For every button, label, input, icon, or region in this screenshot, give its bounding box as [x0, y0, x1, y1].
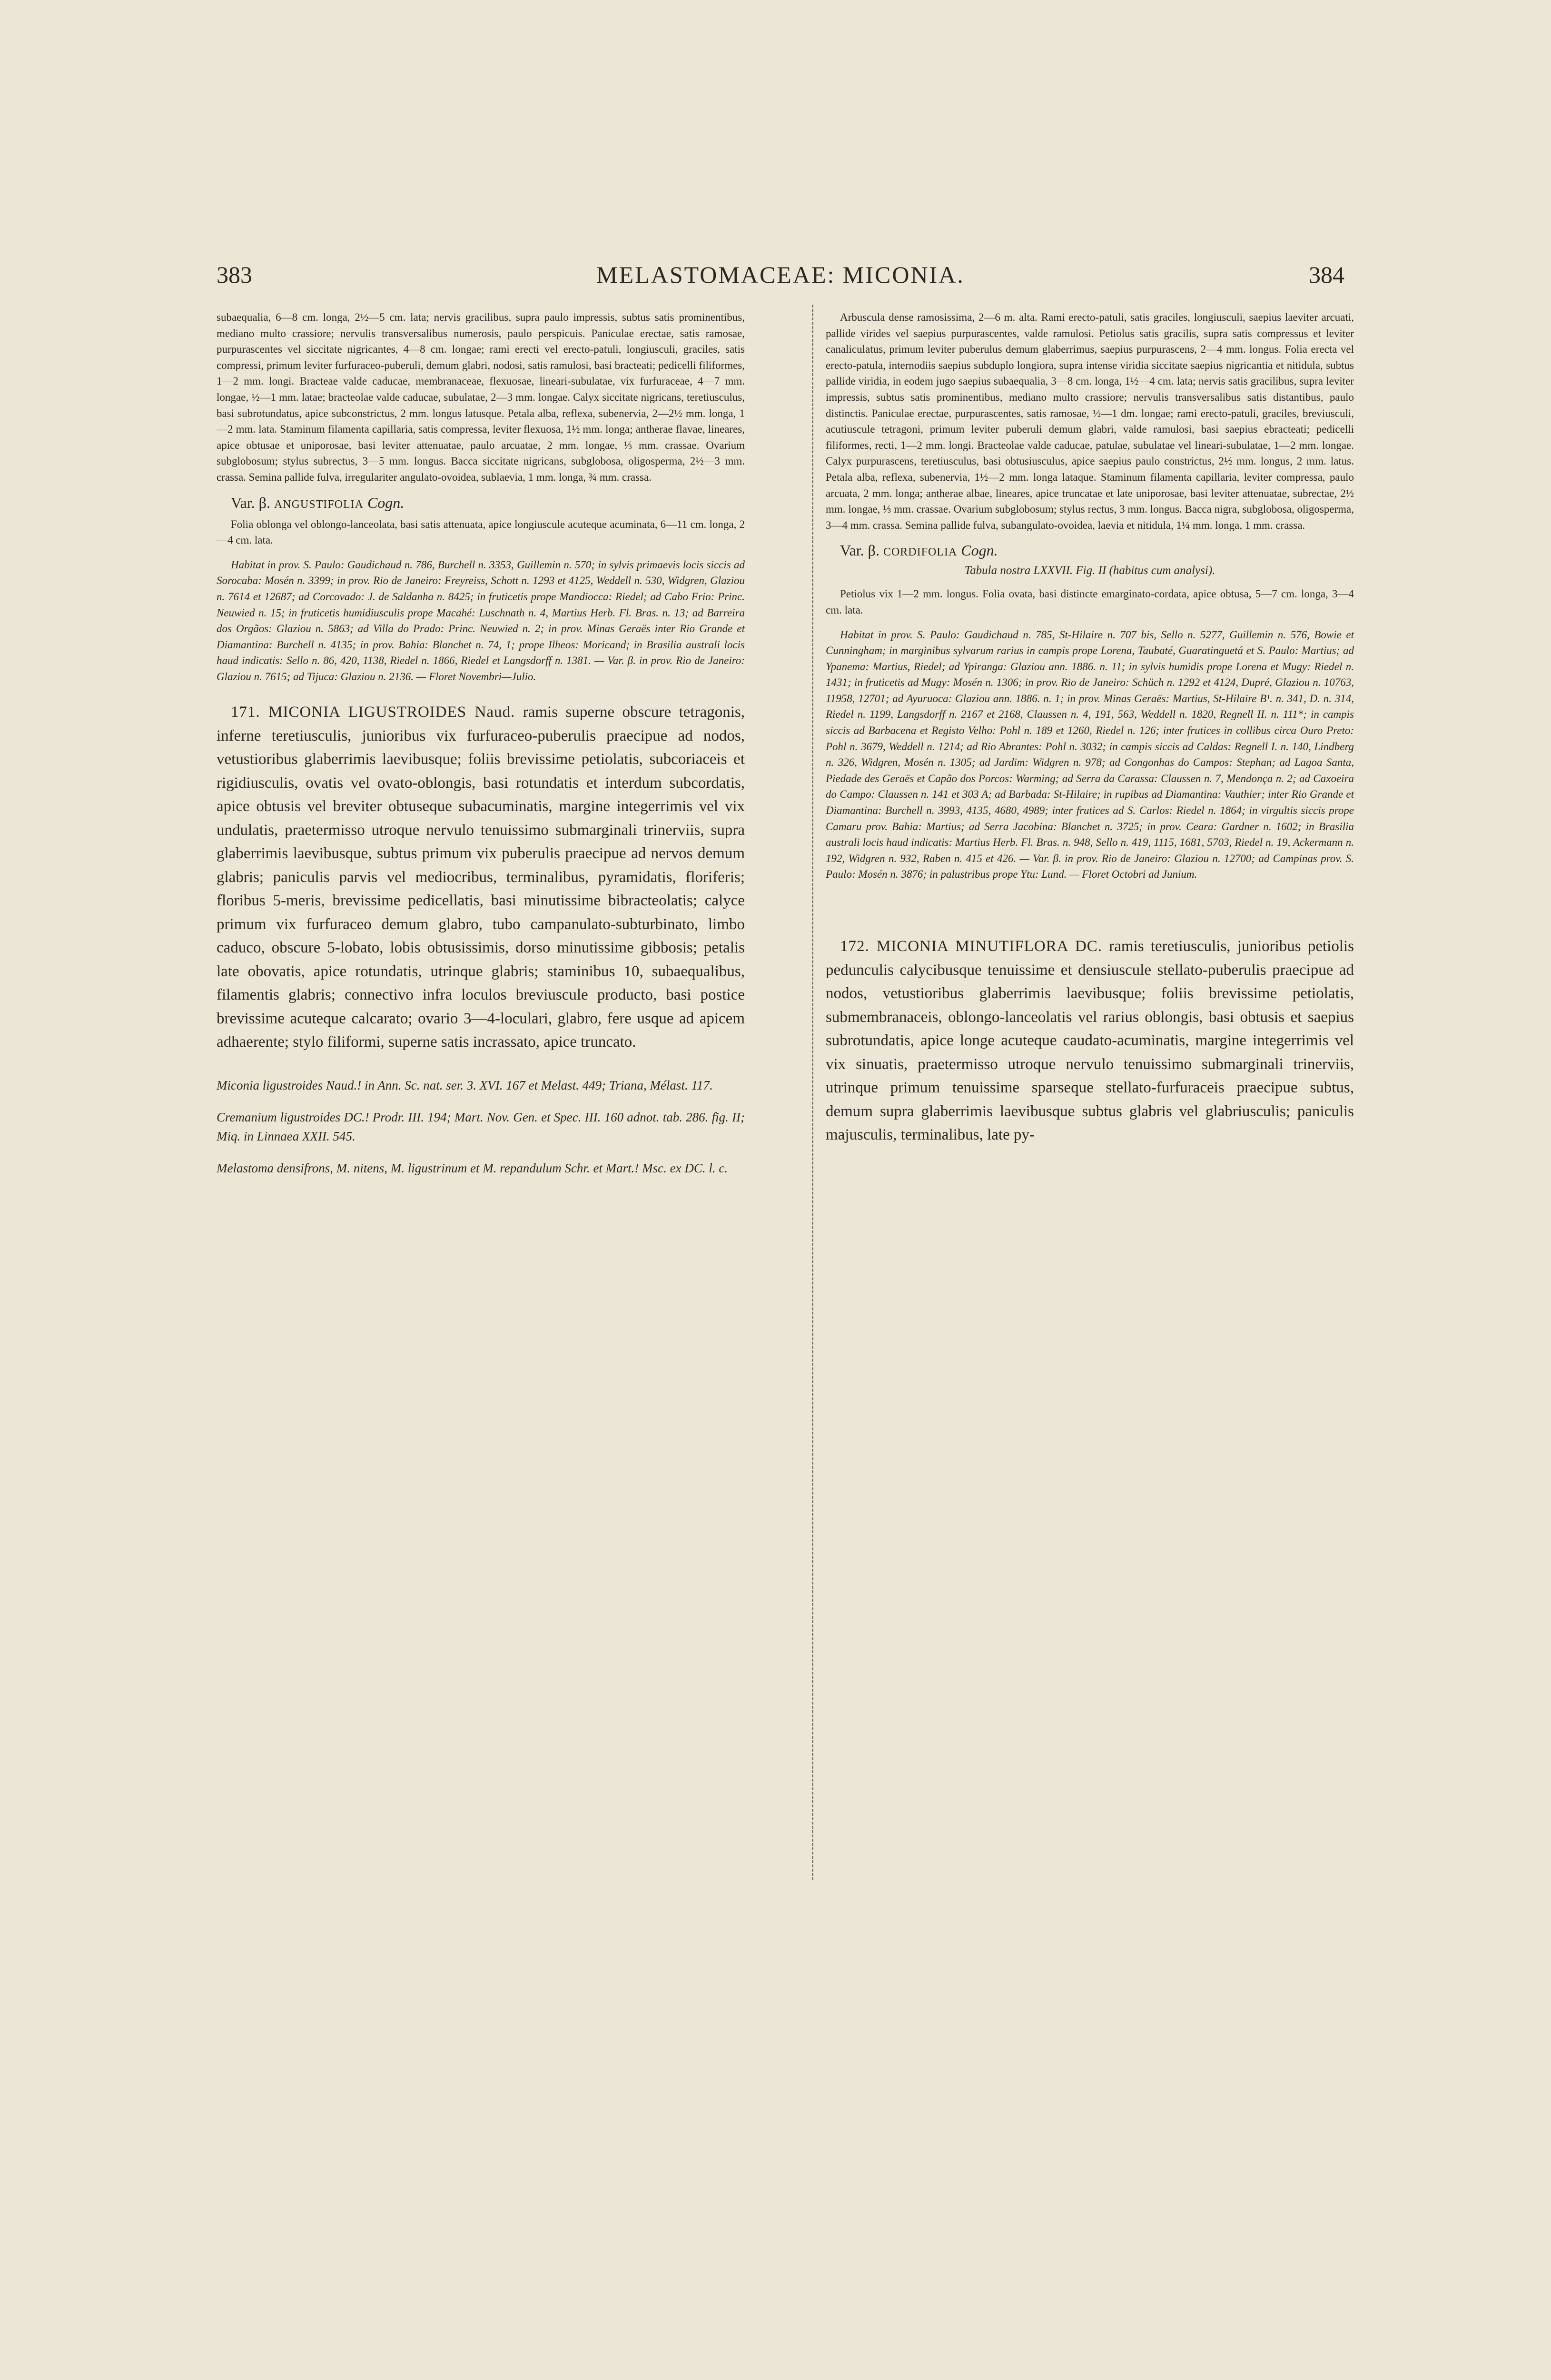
habitat-right: Habitat in prov. S. Paulo: Gaudichaud n. 785, St-Hilaire n. 707 bis, Sello n. 5277, Guillemin n. 576, Bowie et Cunningham; in marginibus sylvarum rarius in campis prope Lorena, Taubaté, Guaratinguetá et S. Paulo: Martius; ad Ypanema: Martius, Riedel; ad Ypiranga: Glaziou ann. 1886. n. 11; in sylvis humidis prope Lorena et Mugy: Riedel n. 1431; in fruticetis ad Mugy: Mosén n. 1306; in prov. Rio de Janeiro: Schüch n. 1292 et 4124, Dupré, Glaziou n. 10763, 11958, 12701; ad Ayuruoca: Glaziou ann. 1886. n. 1; in prov. Minas Geraës: Martius, St-Hilaire B¹. n. 341, D. n. 314, Riedel n. 1199, Langsdorff n. 2167 et 2168, Claussen n. 4, 191, 563, Weddell n. 1820, Regnell II. n. 111*; in campis siccis ad Barbacena et Registo Velho: Pohl n. 189 et 1260, Riedel n. 126; inter frutices in collibus circa Ouro Preto: Pohl n. 3679, Weddell n. 1214; ad Rio Abrantes: Pohl n. 3032; in campis siccis ad Caldas: Regnell I. n. 140, Lindberg n. 326, Widgren, Mosén n. 1305; ad Jardim: Widgren n. 978; ad Congonhas do Campos: Stephan; ad Lagoa Santa, Piedade des Geraës et Capão dos Porcos: Warming; ad Serra da Carassa: Claussen n. 7, Mendonça n. 2; ad Caxoeira do Campo: Claussen n. 141 et 303 A; ad Barbada: St-Hilaire; in rupibus ad Diamantina: Vauthier; inter Rio Grande et Diamantina: Burchell n. 3993, 4135, 4680, 4989; inter frutices ad S. Carlos: Riedel n. 1864; in virgultis siccis prope Camaru prov. Bahia: Martius; ad Serra Jacobina: Blanchet n. 3725; in prov. Ceara: Gardner n. 1602; in Brasilia australi locis haud indicatis: Martius Herb. Fl. Bras. n. 948, Sello n. 419, 1115, 1681, 5703, Riedel n. 19, Ackermann n. 192, Widgren n. 932, Raben n. 415 et 426. — Var. β. in prov. Rio de Janeiro: Glaziou n. 12700; ad Campinas prov. S. Paulo: Mosén n. 3876; in palustribus prope Ytu: Lund. — Floret Octobri ad Junium. — [826, 628, 1354, 881]
reference-3: Melastoma densifrons, M. nitens, M. ligustrinum et M. repandulum Schr. et Mart.! Msc. ex DC. l. c. — [217, 1160, 728, 1175]
running-title: MELASTOMACEAE: MICONIA. — [596, 261, 965, 288]
species-172-description: ramis teretiusculis, junioribus petiolis pedunculis calycibusque tenuissime et densiuscule stellato-puberulis praecipue ad nodos, vetustioribus glaberrimis laevibusque; foliis brevissime petiolatis, submembranaceis, oblongo-lanceolatis vel rarius oblongis, basi obtusis et saepius subrotundatis, apice longe acuteque caudato-acuminatis, margine integerrimis vel vix sinuatis, praetermisso utroque nervulo tenuissimo submarginali trinerviis, utrinque primum tenuissime sparseque stellato-furfuraceis praecipue subtus, demum supra glaberrimis laevibusque subtus glabris vel glabriusculis; paniculis majusculis, terminalibus, late py- — [826, 938, 1354, 1143]
variety-name: CORDIFOLIA — [883, 546, 958, 559]
reference-1: Miconia ligustroides Naud.! in Ann. Sc. nat. ser. 3. XVI. 167 et Melast. 449; Triana, Mélast. 117. — [217, 1078, 713, 1092]
right-column — [826, 309, 1354, 1147]
variety-heading-left — [231, 494, 745, 512]
variety-heading-right — [840, 542, 1354, 559]
species-171-description: ramis superne obscure tetragonis, inferne teretiusculis, junioribus vix furfuraceo-puberulis praecipue ad nodos, vetustioribus glaberrimis laevibusque; foliis brevissime petiolatis, subcoriaceis et rigidiusculis, ovatis vel ovato-oblongis, basi rotundatis et interdum subcordatis, apice obtusis vel breviter obtuseque subacuminatis, margine integerrimis vel vix undulatis, praetermisso utroque nervulo tenuissimo submarginali trinerviis, supra glaberrimis laevibusque, subtus primum vix puberulis praecipue ad nervos demum glabris; paniculis parvis vel mediocribus, terminalibus, pyramidatis, floriferis; floribus 5-meris, brevissime pedicellatis, basi minutissime bibracteolatis; calyce primum vix furfuraceo demum glabro, tubo campanulato-subturbinato, limbo caduco, obscure 5-lobato, lobis obtusissimis, dorso minutissime gibbosis; petalis late obovatis, apice rotundatis, utrinque glabris; staminibus 10, subaequalibus, filamentis glabris; connectivo infra loculos breviuscule producto, basi postice brevissime acuteque calcarato; ovario 3—4-loculari, glabro, fere usque ad apicem adhaerente; stylo filiformi, superne satis incrassato, apice truncato. — [217, 704, 745, 1051]
variety-description-left: Folia oblonga vel oblongo-lanceolata, basi satis attenuata, apice longiuscule acuteque acuminata, 6—11 cm. longa, 2—4 cm. lata. — [217, 518, 745, 546]
variety-author: Cogn. — [367, 494, 405, 511]
plate-reference: Tabula nostra LXXVII. Fig. II (habitus cum analysi). — [964, 564, 1215, 577]
species-171 — [217, 701, 745, 1054]
variety-description-right: Petiolus vix 1—2 mm. longus. Folia ovata, basi distincte emarginato-cordata, apice obtusa, 5—7 cm. longa, 3—4 cm. lata. — [826, 588, 1354, 616]
column-divider — [812, 305, 813, 1880]
habitat-left: Habitat in prov. S. Paulo: Gaudichaud n. 786, Burchell n. 3353, Guillemin n. 570; in sylvis primaevis locis siccis ad Sorocaba: Mosén n. 3399; in prov. Rio de Janeiro: Freyreiss, Schott n. 1293 et 4125, Weddell n. 530, Widgren, Glaziou n. 7614 et 12687; ad Corcovado: J. de Saldanha n. 8425; in fruticetis prope Mandiocca: Riedel; ad Cabo Frio: Princ. Neuwied n. 15; in fruticetis humidiusculis prope Macahé: Luschnath n. 4, Martius Herb. Fl. Bras. n. 13; ad Barreira dos Orgãos: Glaziou n. 5863; ad Villa do Prado: Princ. Neuwied n. 2; in prov. Minas Geraës inter Rio Grande et Diamantina: Burchell n. 4135; in prov. Bahia: Blanchet n. 74, 1; prope Ilheos: Moricand; in Brasilia australi locis haud indicatis: Sello n. 86, 420, 1138, Riedel n. 1866, Riedel et Langsdorff n. 1381. — Var. β. in prov. Rio de Janeiro: Glaziou n. 7615; ad Tijuca: Glaziou n. 2136. — Floret Novembri—Julio. — [217, 558, 745, 683]
species-172 — [826, 935, 1354, 1147]
description-right: Arbuscula dense ramosissima, 2—6 m. alta. Rami erecto-patuli, satis graciles, longiusculi, saepius laeviter arcuati, pallide virides vel saepius purpurascentes, valde ramulosi. Petiolus satis gracilis, supra satis compressus et leviter canaliculatus, primum leviter puberulus demum glaberrimus, saepius purpurascens, 2—4 mm. longus. Folia erecta vel erecto-patula, internodiis saepius subduplo longiora, supra intense viridia siccitate saepius nigricantia et nitidula, subtus pallide viridia, in eodem jugo saepius subaequalia, 3—8 cm. longa, 1½—4 cm. lata; nervis satis gracilibus, supra leviter impressis, subtus satis prominentibus, mediano multo crassiore; nervulis transversalibus satis distantibus, paulo distinctis. Paniculae erectae, purpurascentes, satis ramosae, ½—1 dm. longae; rami erecto-patuli, graciles, breviusculi, acutiuscule tetragoni, primum leviter puberuli demum glabri, valde ramulosi, basi saepius ebracteati; pedicelli filiformes, recti, 1—2 mm. longi. Bracteolae valde caducae, patulae, subulatae vel lineari-subulatae, 1—2 mm. longae. Calyx purpurascens, teretiusculus, basi obtusiusculus, apice saepius paulo constrictus, 2½ mm. longus, 2 mm. latus. Petala alba, reflexa, subenervia, 1½—2 mm. longa lataque. Staminum filamenta capillaria, leviter compressa, paulo arcuata, 2 mm. longa; antherae albae, lineares, apice truncatae et late uniporosae, basi leviter attenuatae, subrectae, 2½ mm. longae, ⅓ mm. crassae. Ovarium subglobosum; stylus rectus, 3 mm. longus. Bacca nigra, subglobosa, oligosperma, 3—4 mm. crassa. Semina pallide fulva, subangulato-ovoidea, laevia et nitidula, 1¼ mm. longa, 1 mm. crassa. — [826, 311, 1354, 531]
left-column — [217, 309, 745, 1190]
page-number-left: 383 — [217, 261, 252, 288]
variety-prefix: Var. β. — [840, 542, 879, 559]
page-header — [217, 261, 1344, 294]
reference-2: Cremanium ligustroides DC.! Prodr. III. 194; Mart. Nov. Gen. et Spec. III. 160 adnot. tab. 286. fig. II; Miq. in Linnaea XXII. 545. — [217, 1110, 745, 1143]
species-172-heading: 172. MICONIA MINUTIFLORA DC. — [840, 938, 1103, 955]
species-171-heading: 171. MICONIA LIGUSTROIDES Naud. — [231, 704, 515, 721]
variety-name: ANGUSTIFOLIA — [274, 498, 364, 511]
variety-prefix: Var. β. — [231, 494, 270, 511]
variety-author: Cogn. — [961, 542, 998, 559]
description-continuation: subaequalia, 6—8 cm. longa, 2½—5 cm. lata; nervis gracilibus, supra paulo impressis, subtus satis prominentibus, mediano multo crassiore; nervulis transversalibus numerosis, paulo perspicuis. Paniculae erectae, satis ramosae, purpurascentes vel siccitate nigricantes, 4—8 cm. longae; rami erecti vel erecto-patuli, longiusculi, graciles, satis compressi, primum leviter furfuraceo-puberuli, demum glabri, nodosi, satis ramulosi, basi bracteati; pedicelli filiformes, 1—2 mm. longi. Bracteae valde caducae, membranaceae, flexuosae, lineari-subulatae, vix furfuraceae, 4—7 mm. longae, ½—1 mm. latae; bracteolae valde caducae, subulatae, 2—3 mm. longae. Calyx siccitate nigricans, teretiusculus, basi subrotundatus, apice subconstrictus, 2 mm. longus latusque. Petala alba, reflexa, subenervia, 2—2½ mm. longa, 1—2 mm. lata. Staminum filamenta capillaria, satis compressa, leviter flexuosa, 1½ mm. longa; antherae flavae, lineares, apice obtusae et uniporosae, basi leviter attenuatae, paulo arcuatae, 2 mm. longae, ⅓ mm. crassae. Ovarium subglobosum; stylus subrectus, 3—5 mm. longus. Bacca siccitate nigricans, subglobosa, oligosperma, 2½—3 mm. crassa. Semina pallide fulva, irregulariter angulato-ovoidea, sublaevia, 1 mm. longa, ¾ mm. crassa. — [217, 311, 745, 483]
page-number-right: 384 — [1309, 261, 1344, 288]
